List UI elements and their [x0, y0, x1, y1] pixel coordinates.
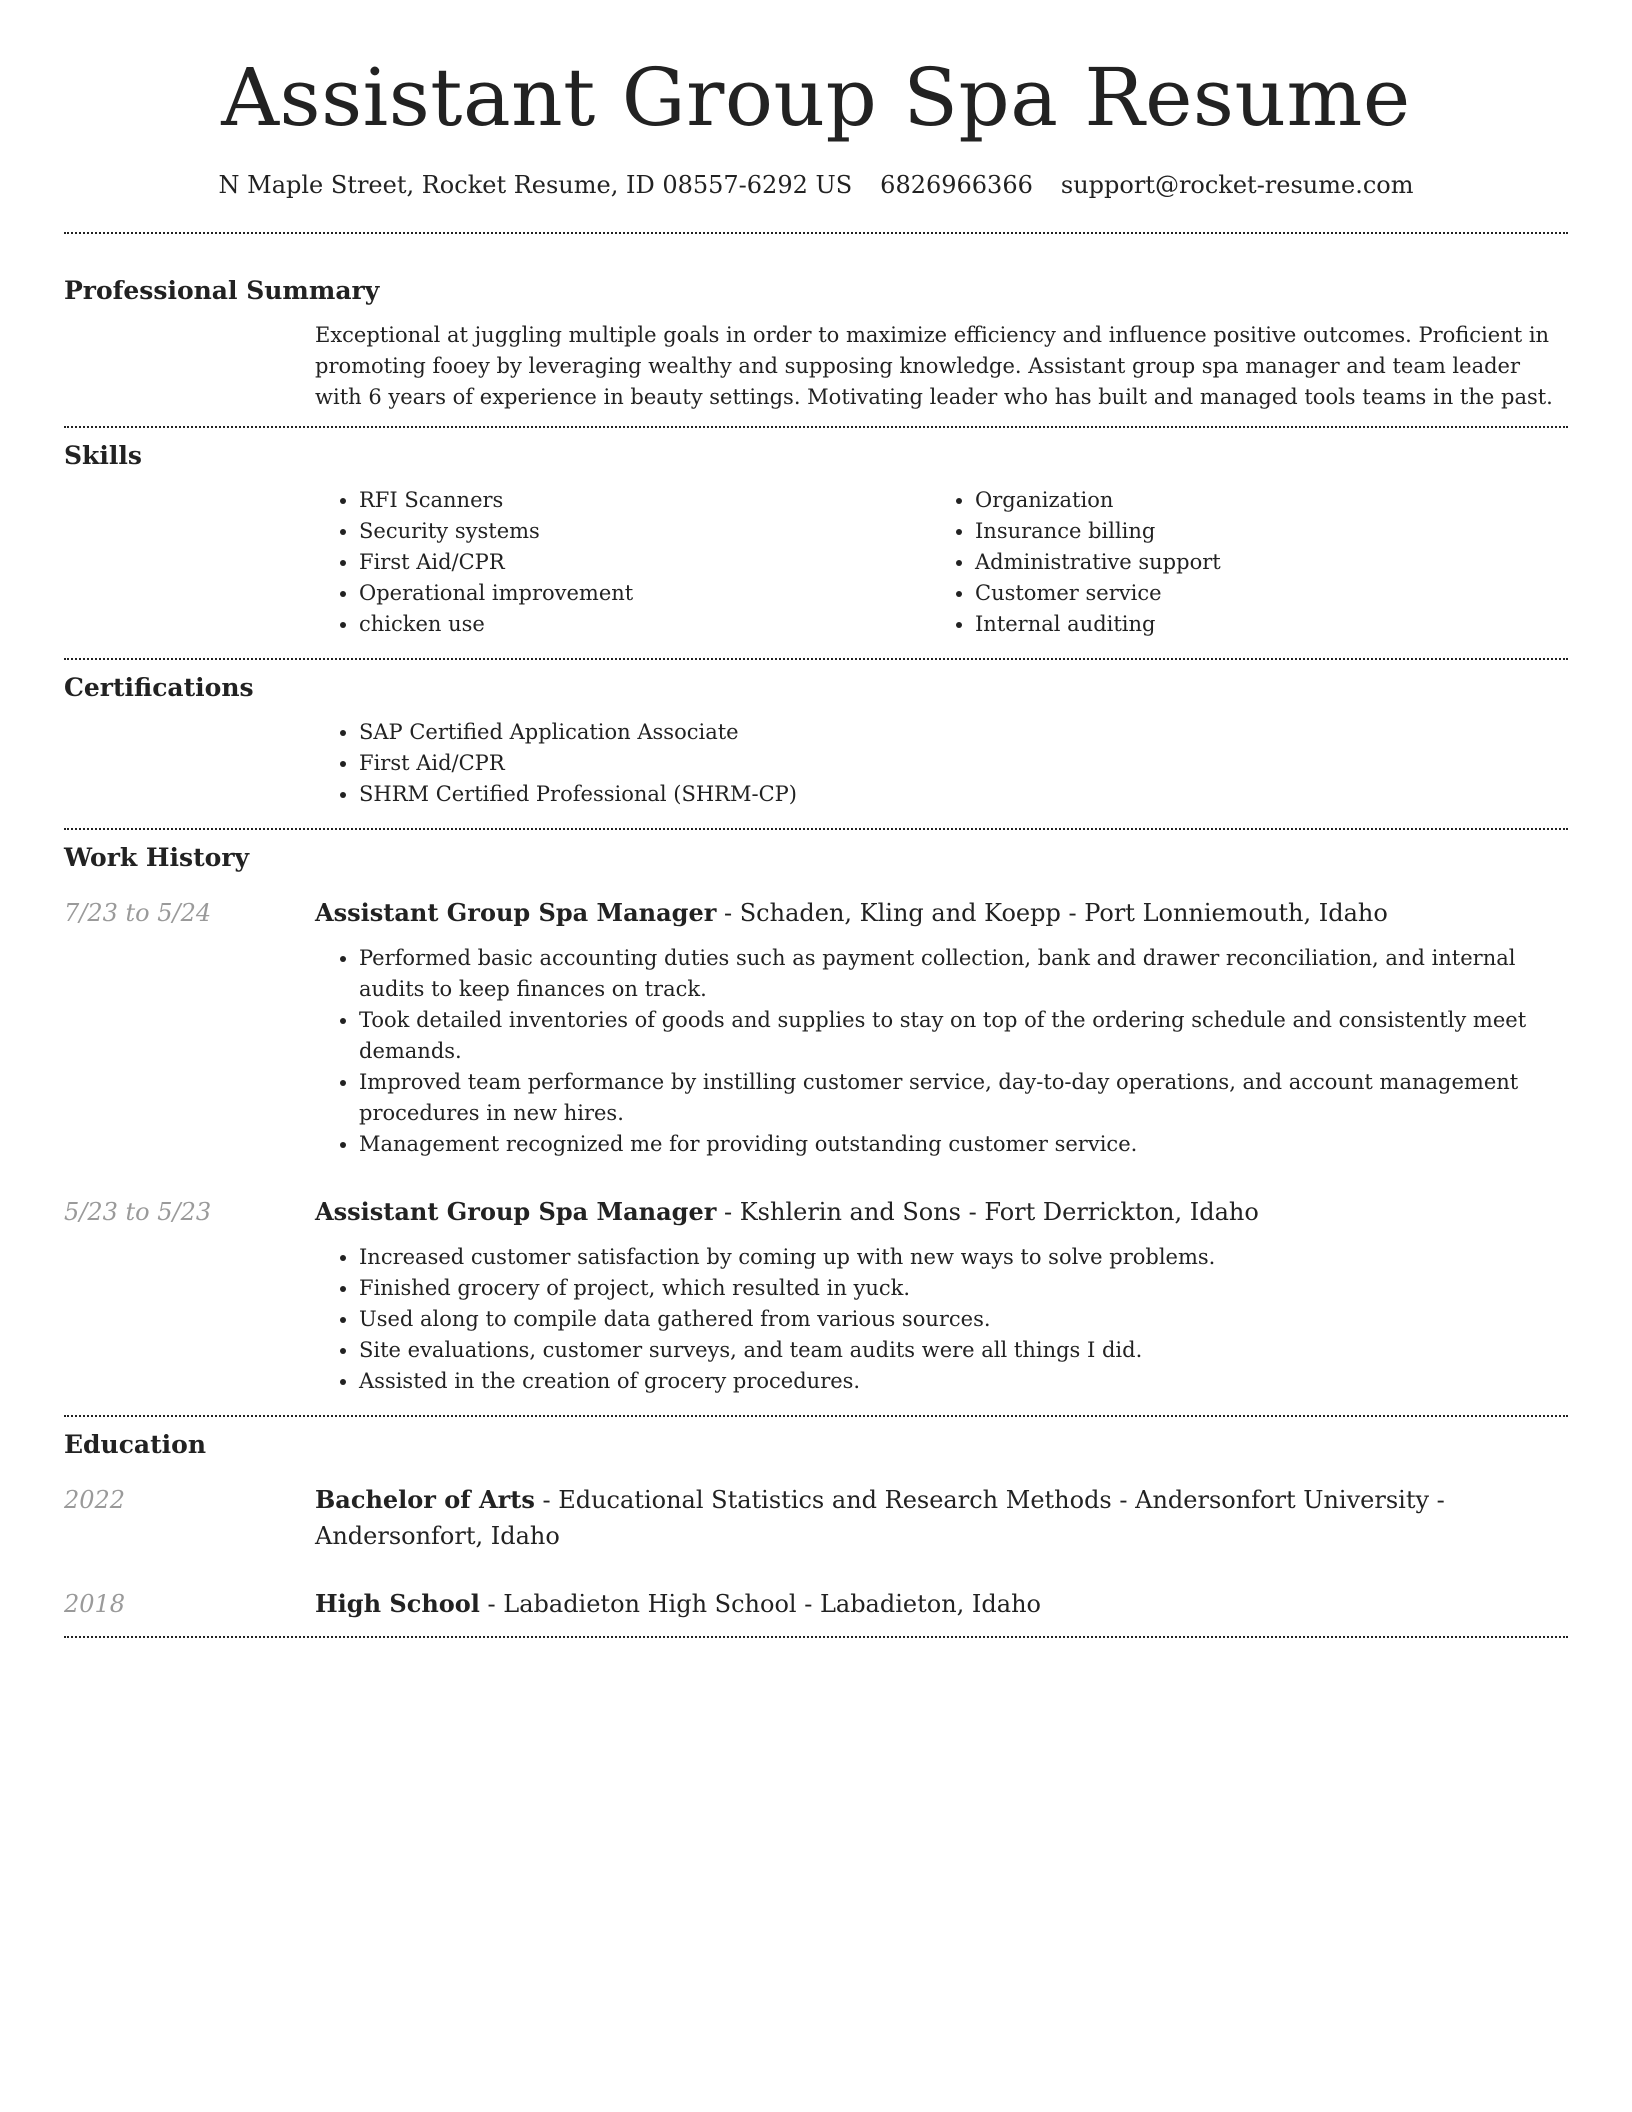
contact-line	[64, 168, 1568, 202]
skill-item: • Insurance billing	[975, 516, 1547, 547]
education-entry	[64, 1586, 1568, 1636]
job-dates: 5/23 to 5/23	[64, 1198, 212, 1226]
job-bullet: • Used along to compile data gathered from various sources.	[359, 1304, 1568, 1335]
job-bullet: • Improved team performance by instilling customer service, day-to-day operations, and account management procedures in new hires.	[359, 1067, 1568, 1129]
certifications-section	[64, 671, 1568, 828]
education-degree: Bachelor of Arts	[315, 1485, 535, 1514]
education-school: - Educational Statistics and Research Methods - Andersonfort University - Andersonfort, Idaho	[315, 1486, 1445, 1550]
summary-section	[64, 274, 1568, 426]
certifications-list	[315, 717, 1568, 828]
job-entry	[64, 895, 1568, 1160]
certification-item: • First Aid/CPR	[359, 748, 1568, 779]
job-bullets	[315, 1242, 1568, 1415]
work-history-heading: Work History	[64, 843, 250, 872]
skill-item: • Internal auditing	[975, 609, 1547, 640]
job-bullet: • Assisted in the creation of grocery procedures.	[359, 1366, 1568, 1397]
job-bullet: • Performed basic accounting duties such as payment collection, bank and drawer reconciliation, and internal audits to keep finances on track.	[359, 943, 1568, 1005]
divider	[64, 1415, 1568, 1417]
contact-address: N Maple Street, Rocket Resume, ID 08557-6292 US	[218, 171, 853, 199]
education-section	[64, 1428, 1568, 1636]
skill-item: • Security systems	[359, 516, 931, 547]
job-title: Assistant Group Spa Manager	[315, 898, 717, 927]
skills-column-right	[931, 485, 1547, 640]
education-degree: High School	[315, 1589, 480, 1618]
education-entry	[64, 1482, 1568, 1554]
job-employer: - Schaden, Kling and Koepp - Port Lonniemouth, Idaho	[716, 899, 1388, 927]
job-details	[315, 1194, 1568, 1415]
education-details	[315, 1586, 1568, 1622]
job-bullet: • Increased customer satisfaction by coming up with new ways to solve problems.	[359, 1242, 1568, 1273]
work-history-section	[64, 841, 1568, 1415]
education-year: 2022	[64, 1486, 126, 1514]
skills-heading: Skills	[64, 441, 142, 470]
job-bullets	[315, 943, 1568, 1160]
skills-list	[315, 485, 1568, 658]
job-bullet: • Took detailed inventories of goods and supplies to stay on top of the ordering schedule and consistently meet demands.	[359, 1005, 1568, 1067]
summary-heading: Professional Summary	[64, 276, 380, 305]
divider	[64, 828, 1568, 830]
skills-section	[64, 439, 1568, 658]
education-school: - Labadieton High School - Labadieton, Idaho	[479, 1590, 1041, 1618]
skill-item: • Customer service	[975, 578, 1547, 609]
job-employer: - Kshlerin and Sons - Fort Derrickton, Idaho	[716, 1198, 1259, 1226]
contact-email: support@rocket-resume.com	[1060, 171, 1414, 199]
job-details	[315, 895, 1568, 1160]
job-entry	[64, 1194, 1568, 1415]
skill-item: • First Aid/CPR	[359, 547, 931, 578]
divider	[64, 232, 1568, 234]
skill-item: • Operational improvement	[359, 578, 931, 609]
certification-item: • SHRM Certified Professional (SHRM-CP)	[359, 779, 1568, 810]
job-title: Assistant Group Spa Manager	[315, 1197, 717, 1226]
job-bullet: • Management recognized me for providing outstanding customer service.	[359, 1129, 1568, 1160]
certifications-heading: Certifications	[64, 673, 254, 702]
resume-title: Assistant Group Spa Resume	[221, 51, 1411, 144]
divider	[64, 658, 1568, 660]
job-bullet: • Site evaluations, customer surveys, and team audits were all things I did.	[359, 1335, 1568, 1366]
divider	[64, 1636, 1568, 1638]
skill-item: • RFI Scanners	[359, 485, 931, 516]
education-heading: Education	[64, 1430, 207, 1459]
job-heading	[315, 1194, 1568, 1230]
job-heading	[315, 895, 1568, 931]
skill-item: • Administrative support	[975, 547, 1547, 578]
job-dates: 7/23 to 5/24	[64, 899, 212, 927]
job-bullet: • Finished grocery of project, which resulted in yuck.	[359, 1273, 1568, 1304]
divider	[64, 426, 1568, 428]
skill-item: • chicken use	[359, 609, 931, 640]
skills-column-left	[315, 485, 931, 640]
education-year: 2018	[64, 1590, 126, 1618]
contact-phone: 6826966366	[880, 171, 1033, 199]
education-details	[315, 1482, 1568, 1554]
summary-text: Exceptional at juggling multiple goals in order to maximize efficiency and influence positive outcomes. Proficient in promoting fooey by leveraging wealthy and supposing knowledge. Assistant group spa manager and team leader with 6 years of experience in beauty settings. Motivating leader who has built and managed tools teams in the past.	[315, 323, 1553, 409]
certification-item: • SAP Certified Application Associate	[359, 717, 1568, 748]
skill-item: • Organization	[975, 485, 1547, 516]
